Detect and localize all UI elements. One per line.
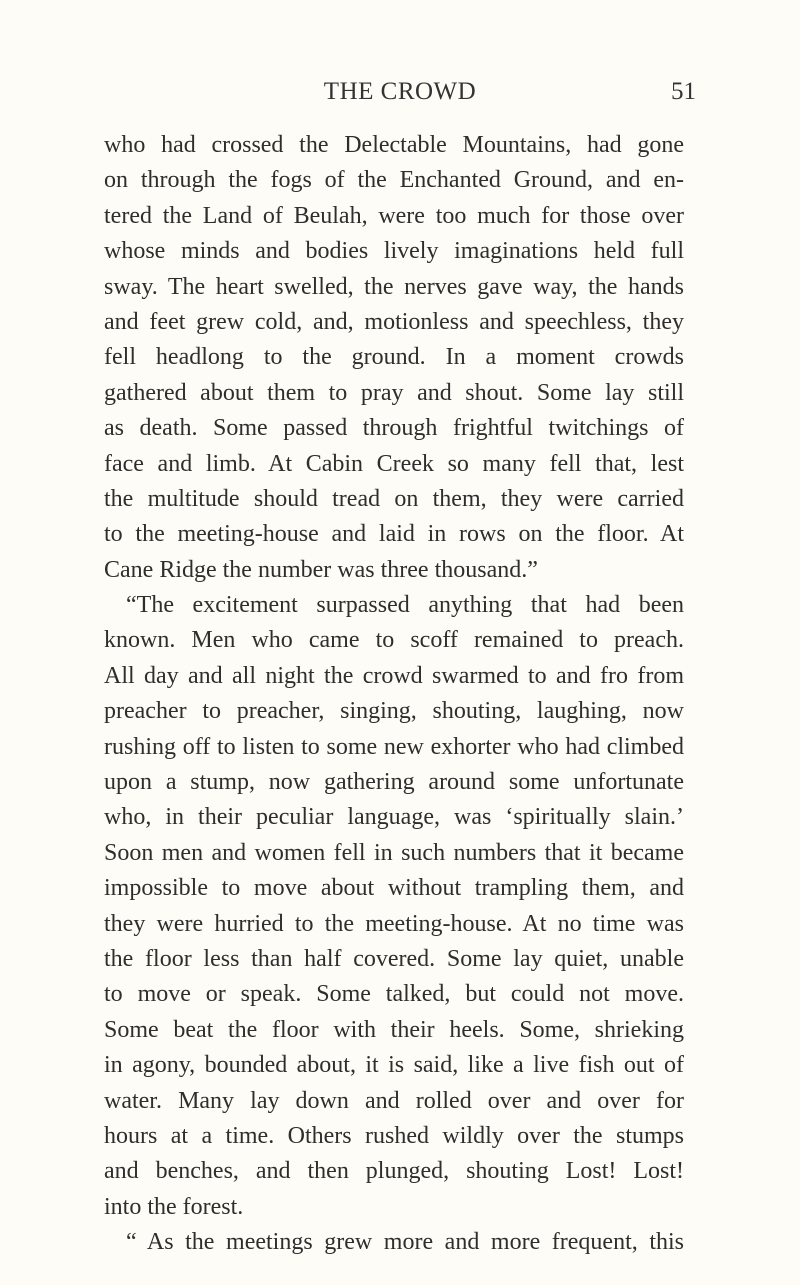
- text-line: All day and all night the crowd swarmed to and fro from: [104, 662, 684, 689]
- text-line: face and limb. At Cabin Creek so many fell that, lest: [104, 450, 684, 477]
- text-line: who, in their peculiar language, was ‘spiritually slain.’: [104, 804, 684, 831]
- text-line: preacher to preacher, singing, shouting, laughing, now: [104, 698, 684, 725]
- text-line: in agony, bounded about, it is said, like a live fish out of: [104, 1052, 684, 1079]
- text-line: impossible to move about without trampling them, and: [104, 875, 684, 902]
- text-line: they were hurried to the meeting-house. At no time was: [104, 910, 684, 937]
- text-line: sway. The heart swelled, the nerves gave way, the hands: [104, 273, 684, 300]
- text-line: water. Many lay down and rolled over and over for: [104, 1087, 684, 1114]
- text-line: upon a stump, now gathering around some unfortunate: [104, 769, 684, 796]
- text-line: into the forest.: [104, 1193, 244, 1220]
- text-line: rushing off to listen to some new exhorter who had climbed: [104, 733, 684, 760]
- text-line: “The excitement surpassed anything that had been: [126, 592, 684, 619]
- text-line: who had crossed the Delectable Mountains, had gone: [104, 132, 684, 158]
- running-title: THE CROWD: [323, 78, 477, 105]
- text-line: hours at a time. Others rushed wildly over the stumps: [104, 1122, 684, 1149]
- text-line: on through the fogs of the Enchanted Ground, and en-: [104, 167, 684, 194]
- text-line: to move or speak. Some talked, but could not move.: [104, 981, 684, 1008]
- text-line: and benches, and then plunged, shouting Lost! Lost!: [104, 1158, 684, 1185]
- text-line: “ As the meetings grew more and more frequent, this: [126, 1229, 684, 1256]
- text-line: Soon men and women fell in such numbers that it became: [104, 839, 684, 866]
- text-line: whose minds and bodies lively imaginations held full: [104, 238, 684, 265]
- text-line: fell headlong to the ground. In a moment crowds: [104, 344, 684, 371]
- text-line: as death. Some passed through frightful twitchings of: [104, 415, 684, 442]
- text-line: Some beat the floor with their heels. Some, shrieking: [104, 1016, 684, 1043]
- text-line: and feet grew cold, and, motionless and speechless, they: [104, 308, 684, 335]
- text-line: gathered about them to pray and shout. Some lay still: [104, 379, 684, 406]
- text-line: the floor less than half covered. Some lay quiet, unable: [104, 945, 684, 972]
- text-line: tered the Land of Beulah, were too much for those over: [104, 202, 684, 229]
- text-line: known. Men who came to scoff remained to preach.: [104, 627, 684, 654]
- page-number: 51: [671, 78, 696, 105]
- text-line: Cane Ridge the number was three thousand.”: [104, 556, 538, 583]
- text-line: to the meeting-house and laid in rows on the floor. At: [104, 521, 684, 548]
- body-text: [104, 128, 684, 1261]
- text-line: the multitude should tread on them, they were carried: [104, 485, 684, 512]
